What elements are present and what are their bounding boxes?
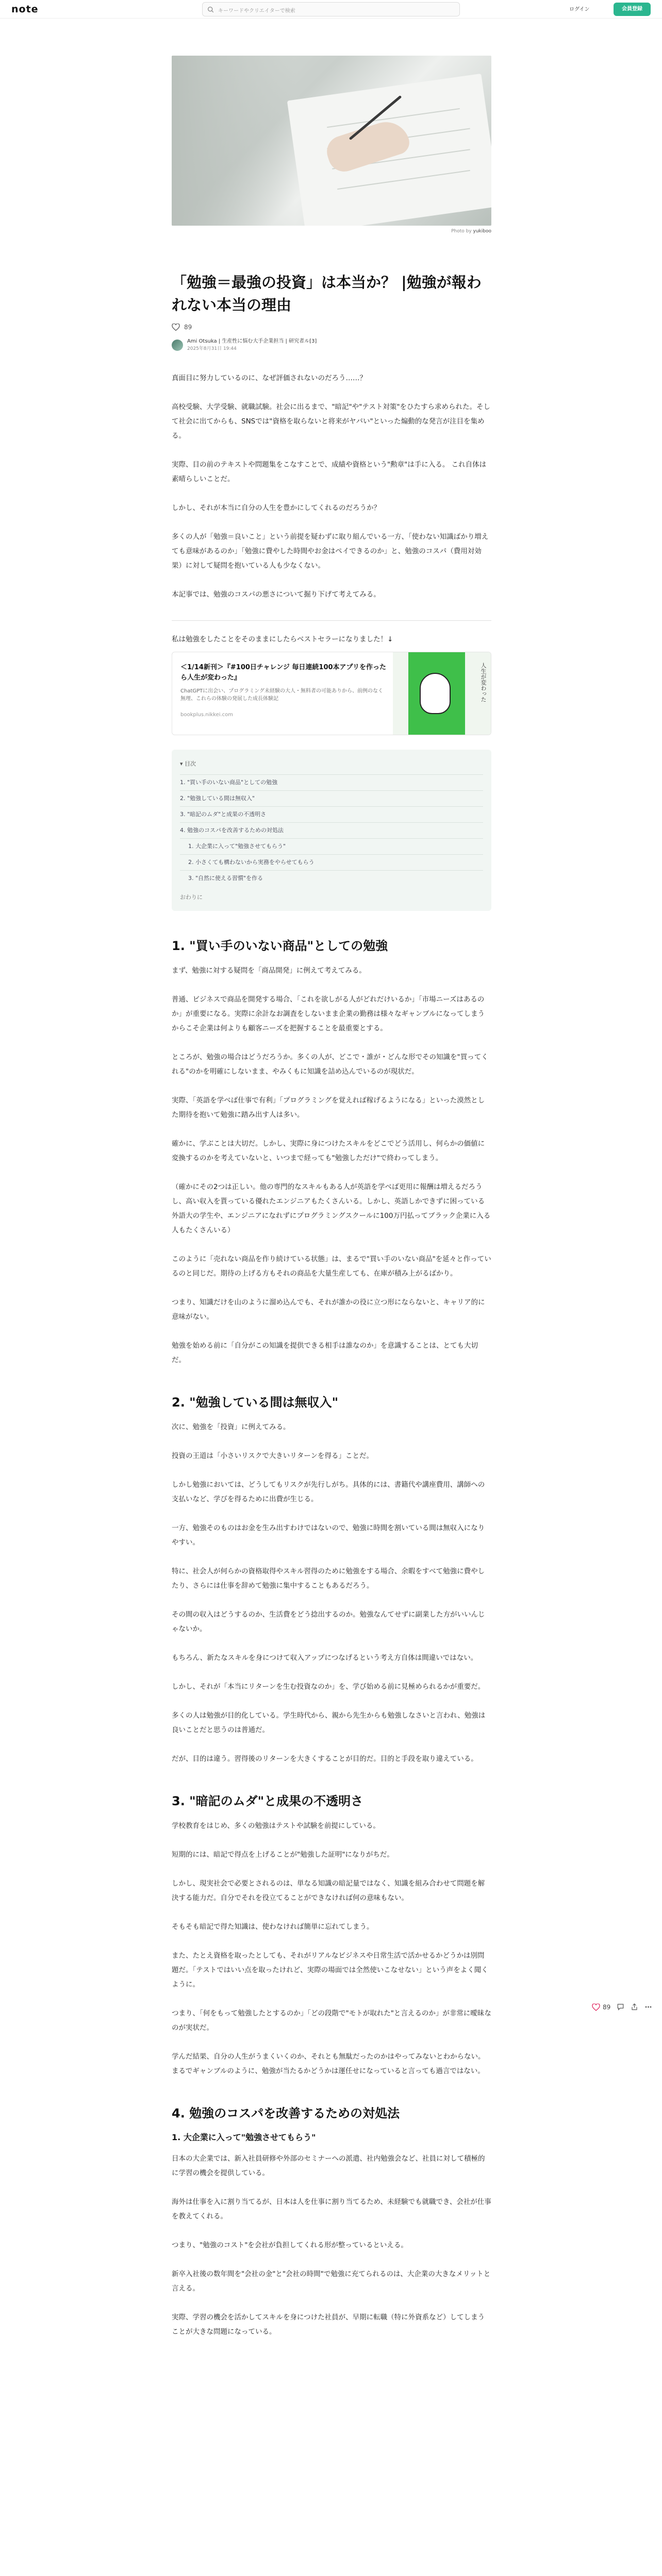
toc-item[interactable]: 4. 勉強のコスパを改善するための対処法 [180, 822, 483, 838]
paragraph: そもそも暗記で得た知識は、使わなければ簡単に忘れてしまう。 [172, 1923, 374, 1931]
toc-item[interactable]: 1. 大企業に入って"勉強させてもらう" [180, 838, 483, 854]
paragraph: つまり、"勉強のコスト"を会社が負担してくれる形が整っているといえる。 [172, 2241, 408, 2249]
like-count: 89 [184, 324, 192, 331]
paragraph: 短期的には、暗記で得点を上げることが"勉強した証明"になりがちだ。 [172, 1851, 394, 1859]
like-counter[interactable] [172, 324, 491, 331]
paragraph: だが、目的は違う。習得後のリターンを大きくすることが目的だ。目的と手段を取り違えている。 [172, 1755, 478, 1763]
toc-item[interactable]: 3. "暗記のムダ"と成果の不透明さ [180, 806, 483, 822]
photo-credit-name[interactable]: yukiboo [473, 229, 491, 234]
book-cover-image: 人生が変わった [393, 652, 491, 735]
paragraph: 特に、社会人が何らかの資格取得やスキル習得のために勉強をする場合、余暇をすべて勉強に費やしたり、さらには仕事を辞めて勉強に集中することもあるだろう。 [172, 1567, 485, 1590]
author-block[interactable] [172, 338, 491, 352]
top-header [0, 0, 662, 19]
paragraph: もちろん、新たなスキルを身につけて収入アップにつなげるという考え方自体は間違いではない。 [172, 1654, 478, 1662]
float-like-count: 89 [603, 2003, 611, 2011]
search-placeholder: キーワードやクリエイターで検索 [218, 8, 295, 14]
paragraph: 新卒入社後の数年間を"会社の金"と"会社の時間"で勉強に充てられるのは、大企業の大きなメリットと言える。 [172, 2270, 491, 2293]
paragraph: しかし、それが「本当にリターンを生む投資なのか」を、学び始める前に見極められるかが重要だ。 [172, 1683, 485, 1691]
section-heading: 4. 勉強のコスパを改善するための対処法 [172, 2106, 400, 2121]
paragraph: このように「売れない商品を作り続けている状態」は、まるで"買い手のいない商品"を延々と作っているのと同じだ。期待の上げる方もそれの商品を大量生産しても、在庫が積み上がるばかり。 [172, 1255, 491, 1278]
search-input[interactable] [202, 2, 460, 16]
paragraph: つまり、知識だけを山のように溜め込んでも、それが誰かの役に立つ形にならないと、キャリア的に意味がない。 [172, 1298, 485, 1321]
publish-date: 2025年8月31日 19:44 [187, 346, 237, 351]
avatar[interactable] [172, 340, 183, 351]
link-card-description: ChatGPTに出会い、プログラミング未経験の大人・無料者の可能ありから、前例のなく無理、これらの体験の発展した成長体験記 [180, 688, 384, 702]
article-body [172, 371, 491, 2339]
subsection-heading: 1. 大企業に入って"勉強させてもらう" [172, 2132, 316, 2142]
more-icon[interactable] [644, 2003, 652, 2011]
divider [172, 620, 491, 621]
section-heading: 3. "暗記のムダ"と成果の不透明さ [172, 1794, 363, 1808]
author-name[interactable]: Ami Otsuka | 生産性に悩む大手企業担当 | 研究者ル[3] [187, 338, 317, 344]
paragraph: 海外は仕事を入に割り当てるが、日本は人を仕事に割り当てるため、未経験でも就職でき、会社が仕事を教えてくれる。 [172, 2198, 491, 2221]
paragraph: 高校受験、大学受験、就職試験。社会に出るまで、"暗記"や"テスト対策"をひたすら求められた。そして社会に出てからも、SNSでは"資格を取らないと将来がヤバい"といった煽動的な発言が注目を集める。 [172, 403, 491, 440]
paragraph: 普通、ビジネスで商品を開発する場合、「これを欲しがる人がどれだけいるか」「市場ニーズはあるのか」が重要になる。実際に余計なお調査をしないまま企業の勤務は様々なギャンブルになってしまうからこそ企業は何よりも顧客ニーズを把握することを最重要とする。 [172, 995, 485, 1032]
paragraph: 本記事では、勉強のコスパの悪さについて掘り下げて考えてみる。 [172, 590, 380, 599]
toc-heading[interactable]: ▾ 目次 [180, 760, 196, 767]
article-column [172, 56, 491, 2353]
heart-icon [172, 324, 180, 331]
paragraph: 学校教育をはじめ、多くの勉強はテストや試験を前提にしている。 [172, 1822, 380, 1830]
paragraph: 実際、学習の機会を活かしてスキルを身につけた社員が、早期に転職（特に外資系など）してしまうことが大きな問題になっている。 [172, 2313, 485, 2336]
paragraph: 実際、目の前のテキストや問題集をこなすことで、成績や資格という"勲章"は手に入る。 これ自体は素晴らしいことだ。 [172, 461, 487, 483]
toc-item[interactable]: 1. "買い手のいない商品"としての勉強 [180, 774, 483, 790]
paragraph: 実際、「英語を学べば仕事で有利」「プログラミングを覚えれば稼げるようになる」といった漠然とした期待を抱いて勉強に踏み出す人は多い。 [172, 1096, 485, 1119]
float-like-button[interactable] [592, 2004, 610, 2011]
paragraph: 日本の大企業では、新入社員研修や外部のセミナーへの派遣、社内勉強会など、社員に対して積極的に学習の機会を提供している。 [172, 2155, 485, 2177]
link-card-title: ＜1/14新刊＞『#100日チャレンジ 毎日連続100本アプリを作ったら人生が変わった』 [180, 664, 387, 682]
floating-actions [592, 2003, 652, 2011]
toc-item[interactable]: 3. "自然に使える習慣"を作る [180, 870, 483, 886]
article-title: 「勉強＝最強の投資」は本当か？ |勉強が報われない本当の理由 [172, 274, 482, 314]
signup-button[interactable]: 会員登録 [614, 3, 651, 16]
section-heading: 1. "買い手のいない商品"としての勉強 [172, 939, 388, 953]
toc-item[interactable]: おわりに [180, 894, 203, 901]
toc-item[interactable]: 2. 小さくても構わないから実務をやらせてもらう [180, 854, 483, 870]
paragraph: つまり、「何をもって勉強したとするのか」「どの段階で"モトが取れた"と言えるのか」が非常に曖昧なのが実状だ。 [172, 2009, 491, 2032]
paragraph: 次に、勉強を「投資」に例えてみる。 [172, 1423, 290, 1431]
paragraph: 学んだ結果、自分の人生がうまくいくのか、それとも無駄だったのかはやってみないとわからない。まるでギャンブルのように、勉強が当たるかどうかは運任せになっていると言っても過言ではない。 [172, 2053, 485, 2075]
paragraph: ところが、勉強の場合はどうだろうか。多くの人が、どこで・誰が・どんな形でその知識を"買ってくれる"のかを明確にしないまま、やみくもに知識を詰め込んでいるのが現状だ。 [172, 1053, 488, 1076]
paragraph: 真面目に努力しているのに、なぜ評価されないのだろう……？ [172, 374, 367, 382]
heart-icon [592, 2004, 600, 2011]
link-card-domain: bookplus.nikkei.com [180, 712, 234, 718]
paragraph: 投資の王道は「小さいリスクで大きいリターンを得る」ことだ。 [172, 1452, 373, 1460]
photo-credit: Photo by yukiboo [451, 229, 491, 234]
paragraph: （確かにその2つは正しい。他の専門的なスキルもある人が英語を学べば更用に報酬は増えるだろうし、高い収入を貰っている優れたエンジニアもたくさんいる。しかし、英語しかできずに困っている外語大の学生や、エンジニアになれずにプログラミングスクールに100万円払ってブラック企業に入る人もたくさんいる） [172, 1183, 491, 1234]
paragraph: 多くの人が「勉強＝良いこと」という前提を疑わずに取り組んでいる一方、「使わない知識ばかり増えても意味があるのか」「勉強に費やした時間やお金はペイできるのか」と、勉強のコスパ（費用対効果）に対して疑問を抱いている人も少なくない。 [172, 533, 489, 570]
link-card[interactable] [172, 652, 491, 735]
table-of-contents [172, 750, 491, 911]
search-icon [207, 6, 214, 13]
paragraph: その間の収入はどうするのか、生活費をどう捻出するのか。勉強なんてせずに副業した方がいいんじゃないか。 [172, 1611, 485, 1633]
login-link[interactable]: ログイン [569, 7, 590, 12]
paragraph: しかし、それが本当に自分の人生を豊かにしてくれるのだろうか？ [172, 504, 380, 512]
share-icon[interactable] [631, 2003, 638, 2011]
paragraph: 確かに、学ぶことは大切だ。しかし、実際に身につけたスキルをどこでどう活用し、何らかの価値に変換するのかを考えていないと、いつまで経っても"勉強しただけ"で終わってしまう。 [172, 1140, 485, 1162]
paragraph: また、たとえ資格を取ったとしても、それがリアルなビジネスや日常生活で活かせるかどうかは別問題だ。「テストではいい点を取ったけれど、実際の場面では全然使いこなせない」という声をよく聞くように。 [172, 1952, 488, 1989]
paragraph: 一方、勉強そのものはお金を生み出すわけではないので、勉強に時間を割いている間は無収入になりやすい。 [172, 1524, 485, 1547]
comment-icon[interactable] [617, 2003, 624, 2011]
section-heading: 2. "勉強している間は無収入" [172, 1395, 339, 1410]
note-logo[interactable]: note [11, 4, 39, 15]
paragraph: しかし勉強においては、どうしてもリスクが先行しがち。具体的には、書籍代や講座費用、講師への支払いなど、学びを得るために出費が生じる。 [172, 1481, 485, 1503]
paragraph: 多くの人は勉強が目的化している。学生時代から、親から先生からも勉強しなさいと言われ、勉強は良いことだと思うのは普通だ。 [172, 1711, 486, 1734]
book-note: 私は勉強をしたことをそのままにしたらベストセラーになりました！↓ [172, 635, 393, 643]
paragraph: 勉強を始める前に「自分がこの知識を提供できる相手は誰なのか」を意識することは、とても大切だ。 [172, 1342, 478, 1364]
toc-item[interactable]: 2. "勉強している間は無収入" [180, 790, 483, 806]
paragraph: まず、勉強に対する疑問を「商品開発」に例えて考えてみる。 [172, 967, 366, 975]
hero-image [172, 56, 491, 226]
paragraph: しかし、現実社会で必要とされるのは、単なる知識の暗記量ではなく、知識を組み合わせて問題を解決する能力だ。自分でそれを役立てることができなければ何の意味もない。 [172, 1879, 485, 1902]
